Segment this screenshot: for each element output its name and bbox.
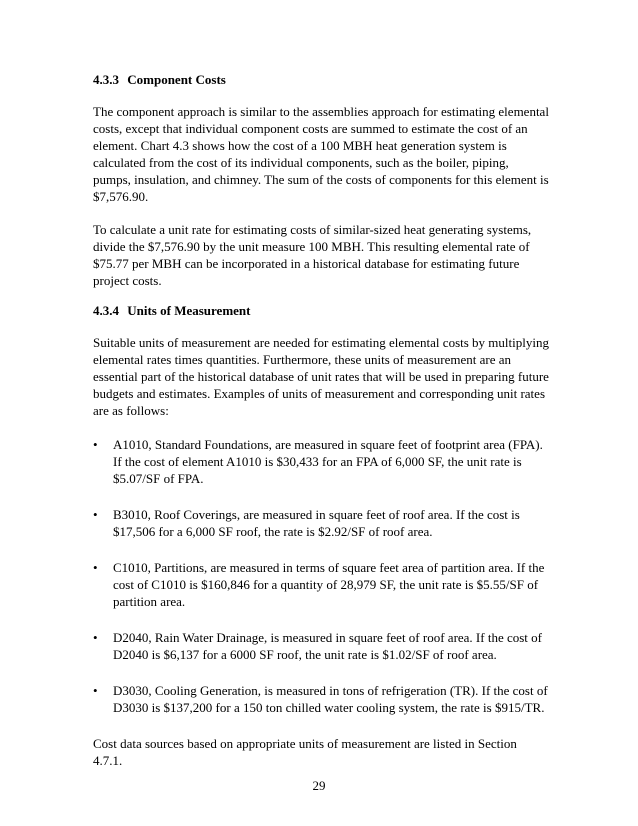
list-item [93, 506, 549, 540]
list-item-text: B3010, Roof Coverings, are measured in square feet of roof area. If the cost is $17,506 for a 6,000 SF roof, the rate is $2.92/SF of roof area. [113, 507, 520, 539]
bullet-icon: • [93, 560, 98, 575]
bullet-icon: • [93, 630, 98, 645]
list-item [93, 682, 549, 716]
list-item-text: D3030, Cooling Generation, is measured in tons of refrigeration (TR). If the cost of D3030 is $137,200 for a 150 ton chilled water cooling system, the rate is $915/TR. [113, 683, 548, 715]
list-item [93, 629, 549, 663]
section-number: 4.3.3 [93, 72, 119, 87]
list-item-text: A1010, Standard Foundations, are measured in square feet of footprint area (FPA). If the cost of element A1010 is $30,433 for an FPA of 6,000 SF, the unit rate is $5.07/SF of FPA. [113, 437, 543, 486]
list-item-text: C1010, Partitions, are measured in terms of square feet area of partition area. If the cost of C1010 is $160,846 for a quantity of 28,979 SF, the unit rate is $5.55/SF of partition area. [113, 560, 545, 609]
list-item-text: D2040, Rain Water Drainage, is measured in square feet of roof area. If the cost of D2040 is $6,137 for a 6000 SF roof, the unit rate is $1.02/SF of roof area. [113, 630, 542, 662]
list-item [93, 559, 549, 610]
paragraph-component-approach: The component approach is similar to the assemblies approach for estimating elemental costs, except that individual component costs are summed to estimate the cost of an element. Chart 4.3 shows how the cost of a 100 MBH heat generation system is calculated from the cost of its individual components, such as the boiler, piping, pumps, insulation, and chimney. The sum of the costs of components for this element is $7,576.90. [93, 104, 549, 204]
section-heading-4-3-3 [93, 71, 549, 88]
section-heading-4-3-4 [93, 302, 549, 319]
page-content [93, 71, 549, 769]
section-title: Units of Measurement [127, 303, 251, 318]
section-number: 4.3.4 [93, 303, 119, 318]
unit-examples-list [93, 436, 549, 716]
bullet-icon: • [93, 507, 98, 522]
paragraph-cost-data-sources: Cost data sources based on appropriate units of measurement are listed in Section 4.7.1. [93, 736, 517, 768]
list-item [93, 436, 549, 487]
page-number: 29 [312, 778, 326, 793]
section-title: Component Costs [127, 72, 226, 87]
paragraph-unit-rate-calculation: To calculate a unit rate for estimating costs of similar-sized heat generating systems, divide the $7,576.90 by the unit measure 100 MBH. This resulting elemental rate of $75.77 per MBH can be incorporated in a historical database for estimating future project costs. [93, 222, 532, 288]
bullet-icon: • [93, 683, 98, 698]
paragraph-units-of-measurement: Suitable units of measurement are needed for estimating elemental costs by multiplying elemental rates times quantities. Furthermore, these units of measurement are an essential part of the historical database of unit rates that will be used in preparing future budgets and estimates. Examples of units of measurement and corresponding unit rates are as follows: [93, 335, 549, 418]
bullet-icon: • [93, 437, 98, 452]
